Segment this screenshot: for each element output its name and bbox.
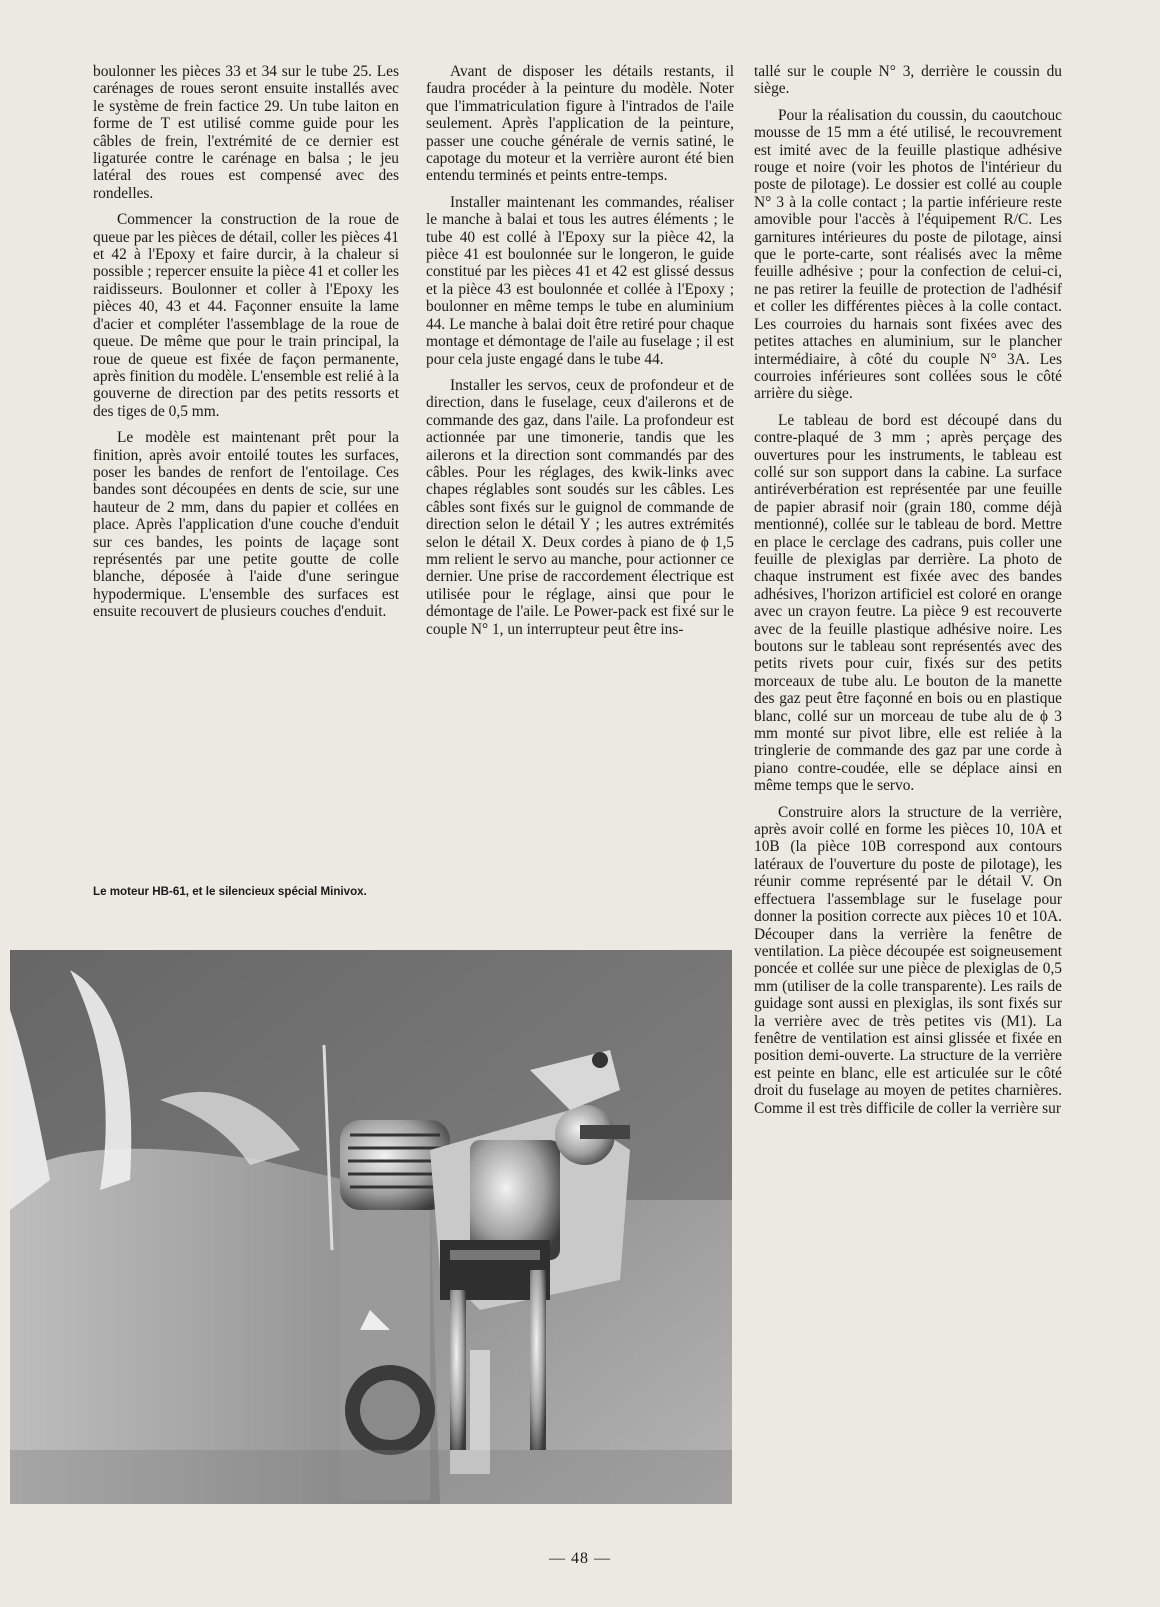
paragraph: Le modèle est maintenant prêt pour la finition, après avoir entoilé toutes les surfaces, poser les bandes de renfort de l'entoilage. Ces bandes sont découpées en dents de scie, sur une hauteur de 2 mm, dans du papier et collées en place. Après l'application d'une couche d'enduit sur ces bandes, les points de laçage sont représentés par une petite goutte de colle blanche, déposée à l'aide d'une seringue hypodermique. L'ensemble des surfaces est ensuite recouvert de plusieurs couches d'enduit. — [93, 429, 399, 621]
engine-photo-illustration — [10, 950, 732, 1504]
paragraph: Construire alors la structure de la verrière, après avoir collé en forme les pièces 10, 10A et 10B (la pièce 10B correspond aux contours latéraux de l'ouverture du poste de pilotage), les réunir comme représenté par le détail V. On effectuera l'assemblage sur le fuselage pour donner la position correcte aux pièces 10 et 10A. Découper dans la verrière la fenêtre de ventilation. La pièce découpée est soigneusement poncée et collée sur une pièce de plexiglas de 0,5 mm (utiliser de la colle transparente). Les rails de guidage sont aussi en plexiglas, ils sont fixés sur la verrière avec de très petites vis (M1). La fenêtre de ventilation est ainsi glissée et fixée en position demi-ouverte. La structure de la verrière est peinte en blanc, elle est articulée sur le côté droit du fuselage au moyen de petites charnières. Comme il est très difficile de coller la verrière sur — [754, 803, 1062, 1117]
text-column-3 — [754, 63, 1062, 1117]
photo-caption: Le moteur HB-61, et le silencieux spécial Minivox. — [93, 885, 367, 898]
paragraph: tallé sur le couple N° 3, derrière le coussin du siège. — [754, 63, 1062, 98]
text-column-2 — [426, 63, 734, 638]
paragraph: Installer maintenant les commandes, réaliser le manche à balai et tous les autres éléments ; le tube 40 est collé à l'Epoxy sur la pièce 42, la pièce 41 est boulonnée sur le longeron, le guide constitué par les pièces 41 et 42 est glissé dessus et la pièce 43 est boulonnée et collée à l'Epoxy ; boulonner en même temps le tube en aluminium 44. Le manche à balai doit être retiré pour chaque montage et démontage de l'aile au fuselage ; il est pour cela juste engagé dans le tube 44. — [426, 193, 734, 368]
paragraph: Avant de disposer les détails restants, il faudra procéder à la peinture du modèle. Noter que l'immatriculation figure à l'intrados de l'aile seulement. Après l'application de la peinture, passer une couche générale de vernis satiné, le capotage du moteur et la verrière auront été bien entendu terminés et peints entre-temps. — [426, 63, 734, 185]
paragraph: Commencer la construction de la roue de queue par les pièces de détail, coller les pièces 41 et 42 à l'Epoxy et faire durcir, à la chaleur si possible ; repercer ensuite la pièce 41 et coller les raidisseurs. Boulonner et coller à l'Epoxy les pièces 40, 43 et 44. Façonner ensuite la lame d'acier et compléter l'assemblage de la roue de queue. De même que pour le train principal, la roue de queue est fixée de façon permanente, après finition du modèle. L'ensemble est relié à la gouverne de direction par des petits ressorts et des tiges de 0,5 mm. — [93, 211, 399, 420]
page-edge — [4, 0, 5, 1607]
page-number: — 48 — — [549, 1550, 611, 1567]
paragraph: Le tableau de bord est découpé dans du contre-plaqué de 3 mm ; après perçage des ouvertures pour les instruments, le tableau est collé sur son support dans la cabine. La surface antiréverbération est représentée par une feuille de papier abrasif noir (grain 180, comme déjà mentionné), collée sur le tableau de bord. Mettre en place le cerclage des cadrans, puis coller une feuille de plexiglas par derrière. La photo de chaque instrument est fixée avec des bandes adhésives, l'horizon artificiel est coloré en orange avec un crayon feutre. La pièce 9 est recouverte avec de la feuille plastique adhésive noire. Les boutons sur le tableau sont représentés avec des petits rivets pour cuir, fixés sur des petits morceaux de tube alu. Le bouton de la manette des gaz peut être façonné en bois ou en plastique blanc, collé sur un morceau de tube alu de ϕ 3 mm monté sur pivot libre, elle est reliée à la tringlerie de commande des gaz par une corde à piano contre-coudée, elle se déplace ainsi en même temps que le servo. — [754, 411, 1062, 795]
paragraph: Installer les servos, ceux de profondeur et de direction, dans le fuselage, ceux d'ailerons et de commande des gaz, dans l'aile. La profondeur est actionnée par une timonerie, tandis que les ailerons et la direction sont commandés par des câbles. Pour les réglages, des kwik-links avec chapes réglables sont soudés sur les câbles. Les câbles sont fixés sur le guignol de commande de direction selon le détail Y ; les autres extrémités selon le détail X. Deux cordes à piano de ϕ 1,5 mm relient le servo au manche, pour actionner ce dernier. Une prise de raccordement électrique est utilisée pour le réglage, ainsi que pour le démontage de l'aile. Le Power-pack est fixé sur le couple N° 1, un interrupteur peut être ins- — [426, 376, 734, 638]
engine-photo — [10, 950, 732, 1504]
text-column-1 — [93, 63, 399, 621]
paragraph: Pour la réalisation du coussin, du caoutchouc mousse de 15 mm a été utilisé, le recouvrement est imité avec de la feuille plastique adhésive rouge et noire (voir les photos de l'intérieur du poste de pilotage). Le dossier est collé au couple N° 3 à la colle contact ; la partie inférieure reste amovible pour l'accès à l'équipement R/C. Les garnitures intérieures du poste de pilotage, ainsi que le porte-carte, sont réalisés avec la même feuille adhésive ; pour la confection de celui-ci, ne pas retirer la feuille de protection de l'adhésif et coller les différentes pièces à la colle contact. Les courroies du harnais sont fixées avec des petites attaches en aluminium, sur le plancher intermédiaire, à côté du couple N° 3A. Les courroies inférieures sont collées sous le côté arrière du siège. — [754, 106, 1062, 403]
paragraph: boulonner les pièces 33 et 34 sur le tube 25. Les carénages de roues seront ensuite installés avec le système de frein factice 29. Un tube laiton en forme de T est utilisé comme guide pour les câbles de frein, l'extrémité de ce dernier est ligaturée contre le carénage en balsa ; le jeu latéral des roues est compensé avec des rondelles. — [93, 63, 399, 202]
